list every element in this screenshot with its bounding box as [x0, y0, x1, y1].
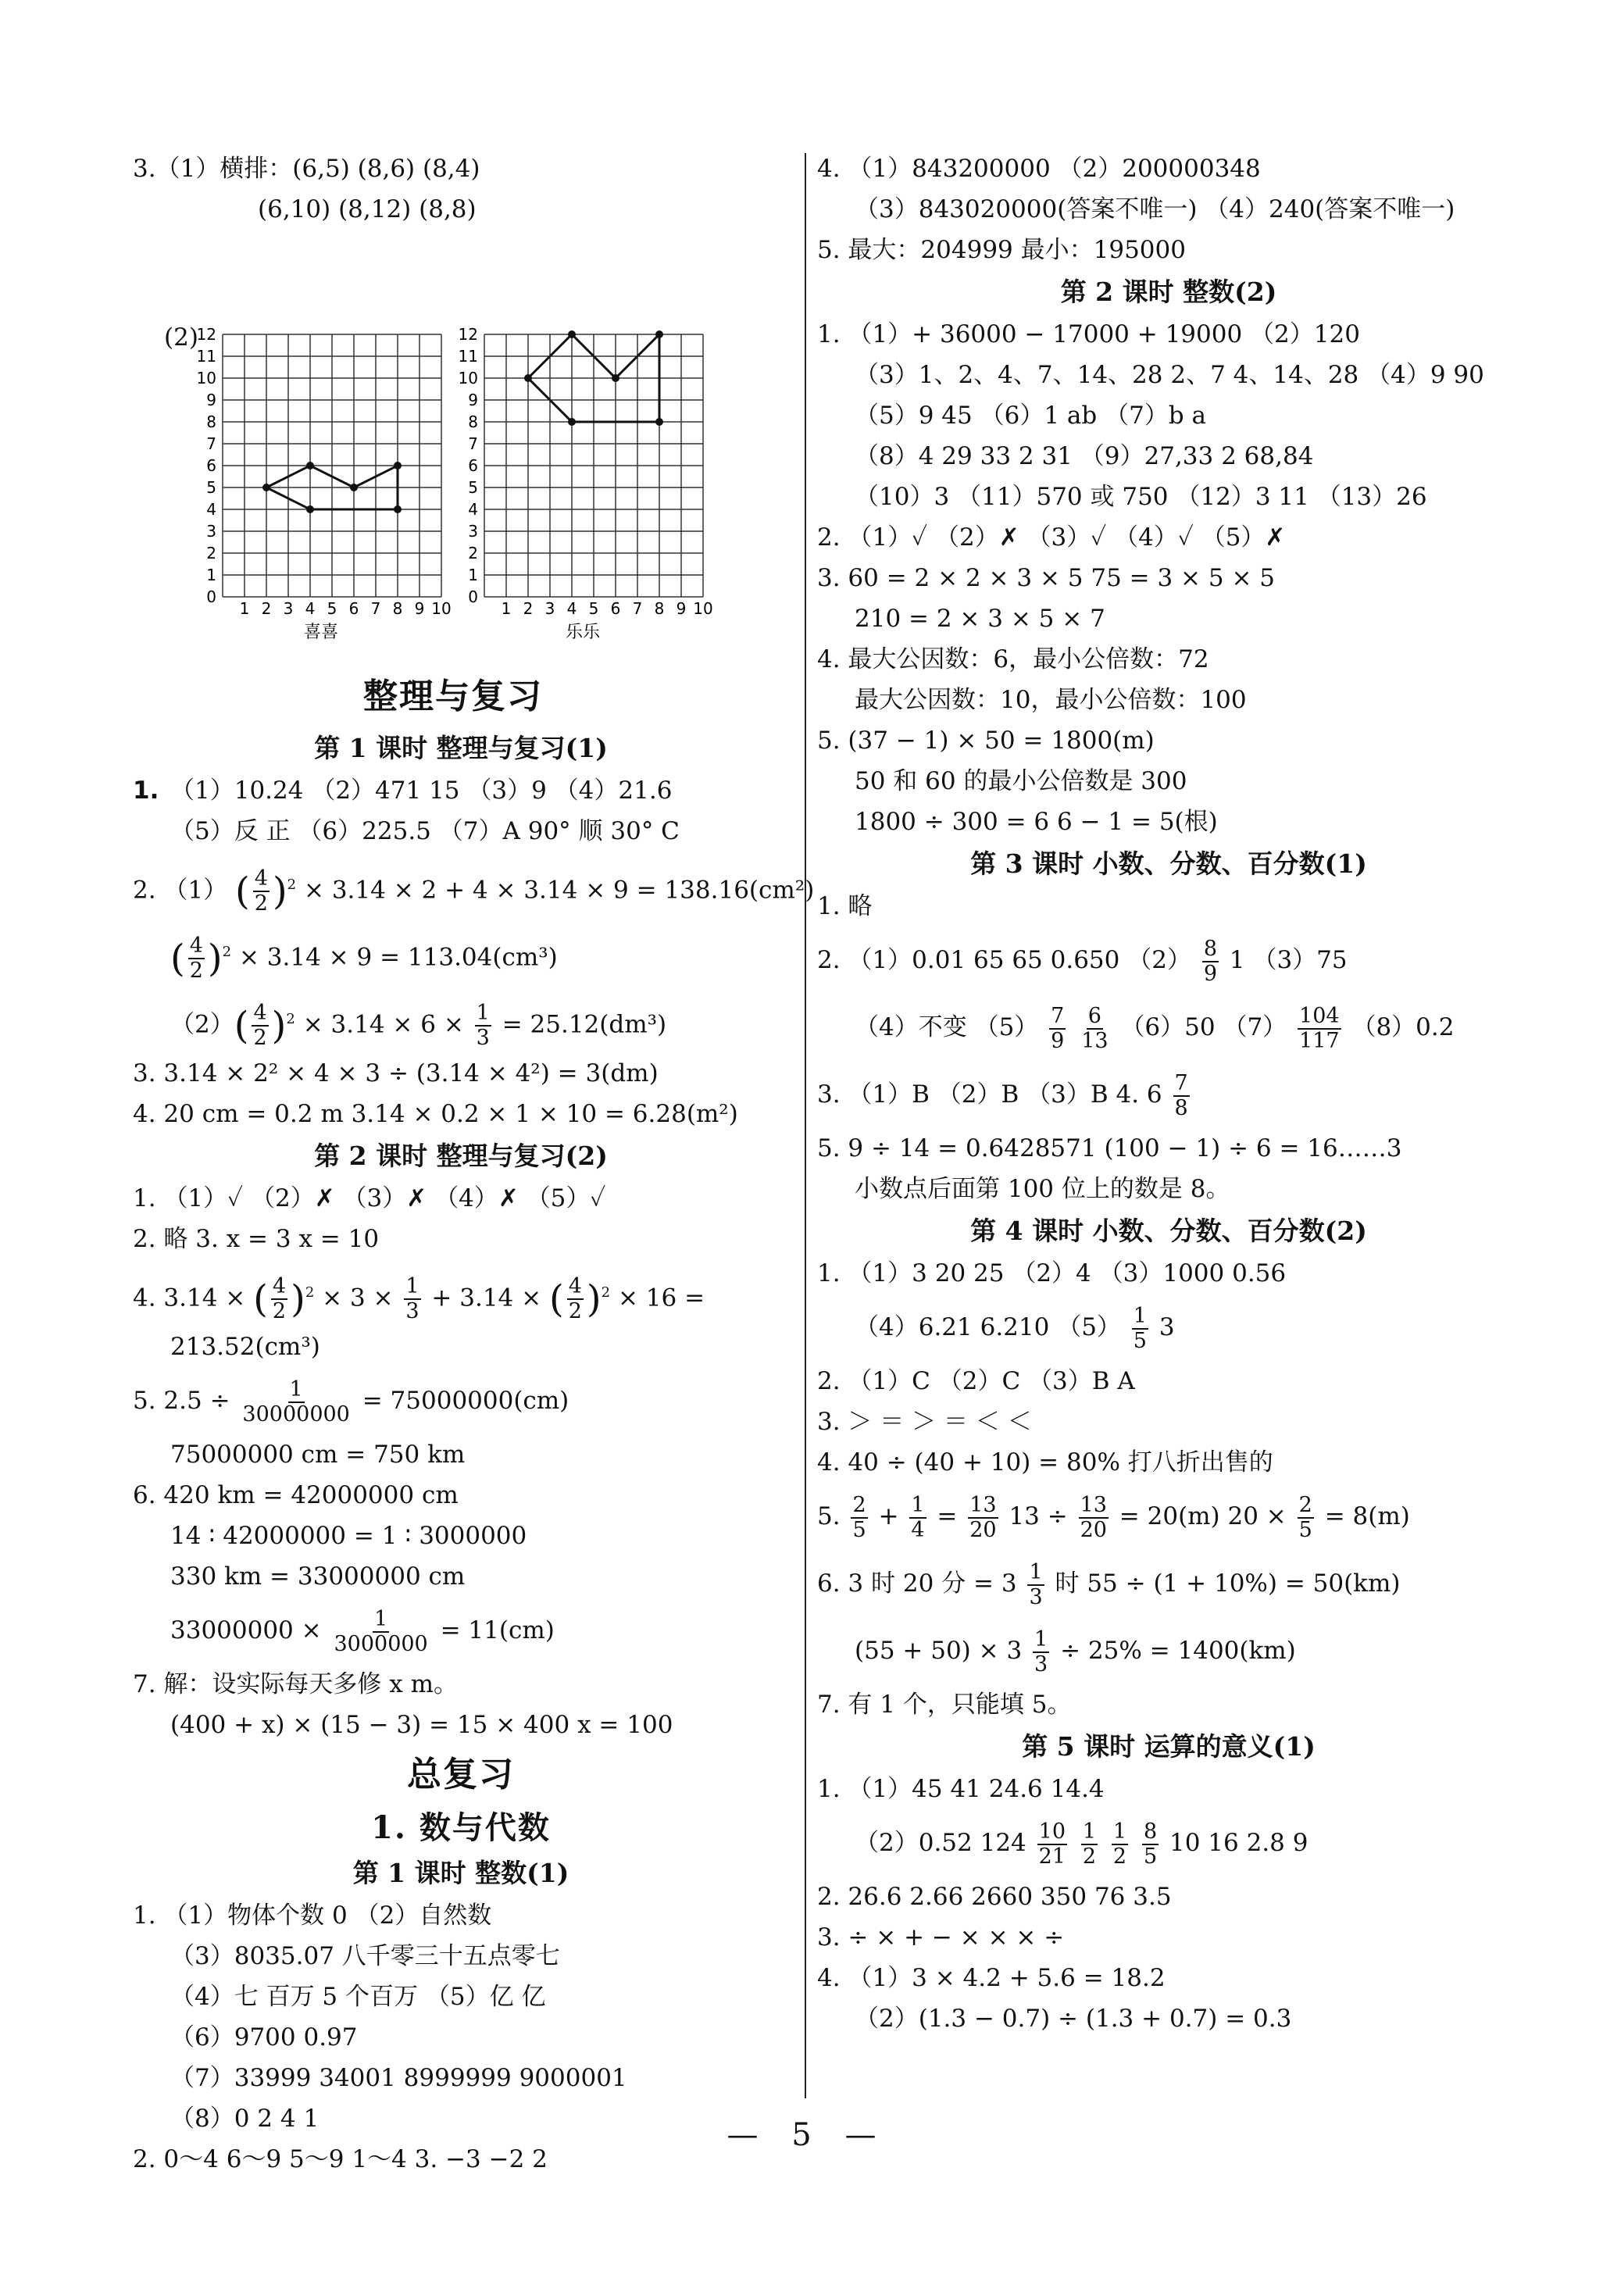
y-tick-label: 12 — [458, 325, 478, 344]
x-tick-label: 1 — [239, 599, 250, 618]
l2-q2: 2. 略 3. x = 3 x = 10 — [133, 1225, 380, 1253]
t4-q1-b: （4）6.21 6.210 （5） $\frac{1}{5}$ 3 — [855, 1303, 1175, 1353]
figure-vertex — [655, 330, 663, 338]
grid-lele — [453, 316, 766, 675]
y-tick-label: 11 — [458, 347, 478, 366]
l2-q5-b: 75000000 cm = 750 km — [170, 1441, 466, 1469]
t3-q3: 3. （1）B （2）B （3）B 4. 6 $\frac{7}{8}$ — [817, 1070, 1188, 1120]
fraction: $\frac{6}{13}$ — [1081, 1003, 1109, 1053]
x-tick-label: 4 — [305, 599, 316, 618]
r1-line: （4）七 百万 5 个百万 （5）亿 亿 — [170, 1983, 546, 2011]
t2-line: 210 = 2 × 3 × 5 × 7 — [855, 605, 1105, 633]
y-tick-label: 1 — [206, 566, 216, 584]
t2-line: 50 和 60 的最小公倍数是 300 — [855, 767, 1187, 795]
x-tick-label: 6 — [348, 599, 359, 618]
fraction: $\frac{1}{5}$ — [1133, 1303, 1147, 1353]
t5-q1-a: 1. （1）45 41 24.6 14.4 — [817, 1775, 1105, 1803]
l1-q2c-post: = 25.12(dm³) — [502, 1010, 667, 1039]
t4-q1-a: 1. （1）3 20 25 （2）4 （3）1000 0.56 — [817, 1259, 1287, 1287]
l2-q4-result: 213.52(cm³) — [170, 1333, 320, 1361]
t3-q5-b: 小数点后面第 100 位上的数是 8。 — [855, 1175, 1230, 1203]
right-column — [817, 148, 1520, 2039]
y-tick-label: 0 — [206, 587, 216, 606]
l2-q5: 5. 2.5 ÷ $\frac{1}{30000000}$ = 75000000(cm) — [133, 1377, 569, 1427]
y-tick-label: 2 — [206, 544, 216, 562]
x-tick-label: 6 — [610, 599, 621, 618]
lesson1-title: 第 1 课时 整理与复习(1) — [314, 733, 608, 763]
fraction: $\frac{4}{2}$ — [568, 1273, 582, 1323]
review-subtitle: 1. 数与代数 — [371, 1809, 551, 1846]
figure-vertex — [612, 374, 619, 382]
l2-q6-c: 330 km = 33000000 cm — [170, 1562, 466, 1591]
y-tick-label: 2 — [468, 544, 478, 562]
footer-dash-right: — — [844, 2117, 876, 2153]
r1-line: （8）0 2 4 1 — [170, 2105, 320, 2133]
t4-q2: 2. （1）C （2）C （3）B A — [817, 1367, 1135, 1395]
fraction: $\frac{2}{5}$ — [852, 1492, 866, 1542]
x-tick-label: 5 — [327, 599, 337, 618]
fraction: $\frac{2}{5}$ — [1298, 1492, 1312, 1542]
t2-title: 第 2 课时 整数(2) — [1060, 277, 1277, 307]
t2-line: 5. (37 − 1) × 50 = 1800(m) — [817, 727, 1155, 755]
t5-line: 3. ÷ × + − × × × ÷ — [817, 1923, 1065, 1951]
fraction: $\frac{1}{3000000}$ — [334, 1606, 428, 1656]
r1-title: 第 1 课时 整数(1) — [352, 1858, 569, 1888]
x-tick-label: 4 — [566, 599, 577, 618]
t3-q5-a: 5. 9 ÷ 14 = 0.6428571 (100 − 1) ÷ 6 = 16……3 — [817, 1134, 1402, 1162]
y-tick-label: 9 — [468, 391, 478, 409]
y-tick-label: 4 — [206, 500, 216, 519]
fraction: $\frac{4}{2}$ — [272, 1273, 287, 1323]
t4-q6-b: (55 + 50) × 3 $\frac{1}{3}$ ÷ 25% = 1400(km) — [855, 1626, 1296, 1676]
fraction: $\frac{7}{9}$ — [1051, 1003, 1065, 1053]
figure-vertex — [524, 374, 532, 382]
x-tick-label: 7 — [370, 599, 381, 618]
x-tick-label: 1 — [501, 599, 512, 618]
t2-line: 3. 60 = 2 × 2 × 3 × 5 75 = 3 × 5 × 5 — [817, 564, 1276, 592]
r-top-line: 4. （1）843200000 （2）200000348 — [817, 155, 1261, 183]
lesson2-title: 第 2 课时 整理与复习(2) — [314, 1141, 608, 1171]
x-tick-label: 3 — [283, 599, 294, 618]
r1-line: 1. （1）物体个数 0 （2）自然数 — [133, 1901, 492, 1930]
t2-line: （8）4 29 33 2 31 （9）27,33 2 68,84 — [855, 442, 1314, 470]
l1-q2a-pre: 2. （1） — [133, 876, 228, 905]
figure-vertex — [394, 462, 402, 470]
y-tick-label: 1 — [468, 566, 478, 584]
y-tick-label: 7 — [206, 434, 216, 453]
t4-q4: 4. 40 ÷ (40 + 10) = 80% 打八折出售的 — [817, 1448, 1273, 1477]
t4-q5: 5. $\frac{2}{5}$ + $\frac{1}{4}$ = $\frac{13}{20}$ 13 ÷ $\frac{13}{20}$ = 20(m) 20 × $\frac{2}{5}$ = 8(m) — [817, 1492, 1410, 1542]
y-tick-label: 8 — [206, 412, 216, 431]
l2-q6-d: 33000000 × $\frac{1}{3000000}$ = 11(cm) — [170, 1606, 555, 1656]
x-tick-label: 2 — [261, 599, 272, 618]
t2-line: 4. 最大公因数：6，最小公倍数：72 — [817, 645, 1209, 673]
y-tick-label: 12 — [196, 325, 216, 344]
r1-line: （3）8035.07 八千零三十五点零七 — [170, 1942, 560, 1970]
figure-vertex — [568, 330, 576, 338]
fraction: $\frac{1}{3}$ — [476, 1000, 490, 1050]
l1-q2-a — [133, 852, 815, 919]
x-tick-label: 8 — [654, 599, 665, 618]
x-tick-label: 10 — [693, 599, 713, 618]
fraction: $\frac{4}{2}$ — [254, 866, 268, 916]
l1-q1-a — [133, 770, 789, 811]
q3-line1: 3.（1）横排：(6,5) (8,6) (8,4) — [133, 155, 480, 183]
paren-open: ( — [235, 869, 250, 913]
r-top-line: 5. 最大：204999 最小：195000 — [817, 236, 1186, 264]
x-tick-label: 10 — [431, 599, 452, 618]
figure-vertex — [306, 462, 314, 470]
l1-q2c-mid: × 3.14 × 6 × — [302, 1010, 464, 1039]
y-tick-label: 10 — [196, 369, 216, 387]
x-tick-label: 7 — [632, 599, 643, 618]
y-tick-label: 9 — [206, 391, 216, 409]
fraction: $\frac{8}{9}$ — [1203, 936, 1218, 986]
grid-caption: 乐乐 — [565, 623, 601, 642]
x-tick-label: 9 — [676, 599, 687, 618]
fraction: $\frac{1}{4}$ — [911, 1492, 925, 1542]
t5-line: 4. （1）3 × 4.2 + 5.6 = 18.2 — [817, 1964, 1166, 1992]
page-footer — [0, 2117, 1603, 2153]
l2-q7-b: (400 + x) × (15 − 3) = 15 × 400 x = 100 — [170, 1711, 673, 1739]
y-tick-label: 6 — [468, 456, 478, 475]
column-divider — [805, 153, 806, 2098]
l2-q7-a: 7. 解：设实际每天多修 x m。 — [133, 1670, 459, 1698]
figure-vertex — [568, 418, 576, 426]
footer-dash-left: — — [727, 2117, 759, 2153]
figure-vertex — [262, 484, 270, 491]
figure-vertex — [655, 418, 663, 426]
t2-line: 1800 ÷ 300 = 6 6 − 1 = 5(根) — [855, 808, 1218, 836]
grid-caption: 喜喜 — [303, 623, 339, 642]
r1-line: （7）33999 34001 8999999 9000001 — [170, 2064, 627, 2092]
y-tick-label: 10 — [458, 369, 478, 387]
x-tick-label: 9 — [414, 599, 425, 618]
q3-part2-label: (2) — [164, 323, 198, 352]
q3-line2: (6,10) (8,12) (8,8) — [258, 195, 477, 223]
r1-line: （6）9700 0.97 — [170, 2023, 358, 2051]
t2-line: 1. （1）+ 36000 − 17000 + 19000 （2）120 — [817, 320, 1360, 348]
l1-q2c-pre: （2） — [170, 1010, 234, 1039]
y-tick-label: 8 — [468, 412, 478, 431]
fraction: $\frac{10}{21}$ — [1038, 1819, 1066, 1869]
paren-close: ) — [272, 869, 287, 913]
t2-line: （10）3 （11）570 或 750 （12）3 11 （13）26 — [855, 483, 1427, 511]
fraction: $\frac{13}{20}$ — [969, 1492, 997, 1542]
page-number: 5 — [791, 2117, 812, 2153]
t2-line: （3）1、2、4、7、14、28 2、7 4、14、28 （4）9 90 — [855, 361, 1484, 389]
l1-q2a-post: × 3.14 × 2 + 4 × 3.14 × 9 = 138.16(cm²) — [303, 876, 815, 905]
fraction: $\frac{7}{8}$ — [1174, 1070, 1188, 1120]
t3-q2-a: 2. （1）0.01 65 65 0.650 （2） $\frac{8}{9}$ 1 （3）75 — [817, 936, 1348, 986]
t5-line: 2. 26.6 2.66 2660 350 76 3.5 — [817, 1883, 1172, 1911]
t5-q1-b: （2）0.52 124 $\frac{10}{21}$ $\frac{1}{2}$ $\frac{1}{2}$ $\frac{8}{5}$ 10 16 2.8 9 — [855, 1819, 1308, 1869]
l2-q6-b: 14 ∶ 42000000 = 1 ∶ 3000000 — [170, 1522, 527, 1550]
l2-q6-a: 6. 420 km = 42000000 cm — [133, 1481, 459, 1509]
l1-q3: 3. 3.14 × 2² × 4 × 3 ÷ (3.14 × 4²) = 3(dm) — [133, 1059, 659, 1087]
l2-q1: 1. （1）✓ （2）✗ （3）✗ （4）✗ （5）✓ — [133, 1184, 606, 1212]
fraction: $\frac{4}{2}$ — [189, 933, 203, 983]
y-tick-label: 5 — [468, 478, 478, 497]
y-tick-label: 5 — [206, 478, 216, 497]
t2-line: 最大公因数：10，最小公倍数：100 — [855, 686, 1247, 714]
figure-vertex — [306, 505, 314, 513]
x-tick-label: 2 — [523, 599, 534, 618]
y-tick-label: 11 — [196, 347, 216, 366]
l1-q4: 4. 20 cm = 0.2 m 3.14 × 0.2 × 1 × 10 = 6.28(m²) — [133, 1100, 738, 1128]
fraction: $\frac{1}{3}$ — [1034, 1626, 1048, 1676]
y-tick-label: 0 — [468, 587, 478, 606]
fraction: $\frac{8}{5}$ — [1143, 1819, 1158, 1869]
coordinate-grids — [133, 230, 789, 667]
y-tick-label: 4 — [468, 500, 478, 519]
y-tick-label: 3 — [468, 522, 478, 541]
t5-line: （2）(1.3 − 0.7) ÷ (1.3 + 0.7) = 0.3 — [855, 2005, 1292, 2033]
x-tick-label: 5 — [588, 599, 599, 618]
review-title: 总复习 — [407, 1755, 515, 1794]
figure-vertex — [394, 505, 402, 513]
fraction: $\frac{1}{3}$ — [1029, 1559, 1043, 1609]
fraction: $\frac{1}{2}$ — [1112, 1819, 1127, 1869]
x-tick-label: 8 — [392, 599, 403, 618]
exponent: 2 — [287, 877, 297, 893]
y-tick-label: 7 — [468, 434, 478, 453]
fraction: $\frac{1}{30000000}$ — [242, 1377, 350, 1427]
fraction: $\frac{13}{20}$ — [1080, 1492, 1107, 1542]
y-tick-label: 6 — [206, 456, 216, 475]
fraction: $\frac{1}{2}$ — [1082, 1819, 1097, 1869]
l2-q4: 4. 3.14 × ( $\frac{4}{2}$ )$^2$ × 3 × $\frac{1}{3}$ + 3.14 × ( $\frac{4}{2}$ )$^2$ × 16 = — [133, 1273, 705, 1323]
l1-q1-b: （5）反 正 （6）225.5 （7）A 90° 顺 30° C — [170, 817, 680, 845]
fraction: $\frac{1}{3}$ — [405, 1273, 419, 1323]
fraction: $\frac{104}{117}$ — [1299, 1003, 1340, 1053]
left-column — [133, 148, 815, 2180]
y-tick-label: 3 — [206, 522, 216, 541]
t3-q1: 1. 略 — [817, 892, 873, 920]
l1-q2-b: ( $\frac{4}{2}$ )$^2$ × 3.14 × 9 = 113.04(cm³) — [170, 933, 558, 983]
t3-q2-b: （4）不变 （5） $\frac{7}{9}$ $\frac{6}{13}$ （6）50 （7） $\frac{104}{117}$ （8）0.2 — [855, 1003, 1455, 1053]
t3-title: 第 3 课时 小数、分数、百分数(1) — [970, 848, 1367, 879]
t4-q3: 3. ＞ ＝ ＞ ＝ ＜ ＜ — [817, 1408, 1032, 1436]
t4-title: 第 4 课时 小数、分数、百分数(2) — [970, 1216, 1367, 1246]
x-tick-label: 3 — [544, 599, 555, 618]
l1-q1a-text: （1）10.24 （2）471 15 （3）9 （4）21.6 — [170, 777, 673, 805]
l1-q2b-post: × 3.14 × 9 = 113.04(cm³) — [238, 943, 558, 972]
section-title: 整理与复习 — [363, 677, 543, 716]
r1-line: 2. 0～4 6～9 5～9 1～4 3. −3 −2 2 — [133, 2145, 548, 2173]
fraction: $\frac{4}{2}$ — [253, 1000, 267, 1050]
t2-line: （5）9 45 （6）1 ab （7）b a — [855, 402, 1206, 430]
q-number: 1. — [133, 777, 159, 805]
t4-q7: 7. 有 1 个，只能填 5。 — [817, 1691, 1072, 1719]
t4-q6: 6. 3 时 20 分 = 3 $\frac{1}{3}$ 时 55 ÷ (1 + 10%) = 50(km) — [817, 1559, 1401, 1609]
t5-title: 第 5 课时 运算的意义(1) — [1022, 1731, 1316, 1762]
l1-q2-c: （2）( $\frac{4}{2}$ )$^2$ × 3.14 × 6 × $\frac{1}{3}$ = 25.12(dm³) — [170, 1000, 667, 1050]
r-top-line: （3）843020000(答案不唯一) （4）240(答案不唯一) — [855, 195, 1455, 223]
figure-vertex — [350, 484, 358, 491]
t2-line: 2. （1）✓ （2）✗ （3）✓ （4）✓ （5）✗ — [817, 523, 1286, 552]
